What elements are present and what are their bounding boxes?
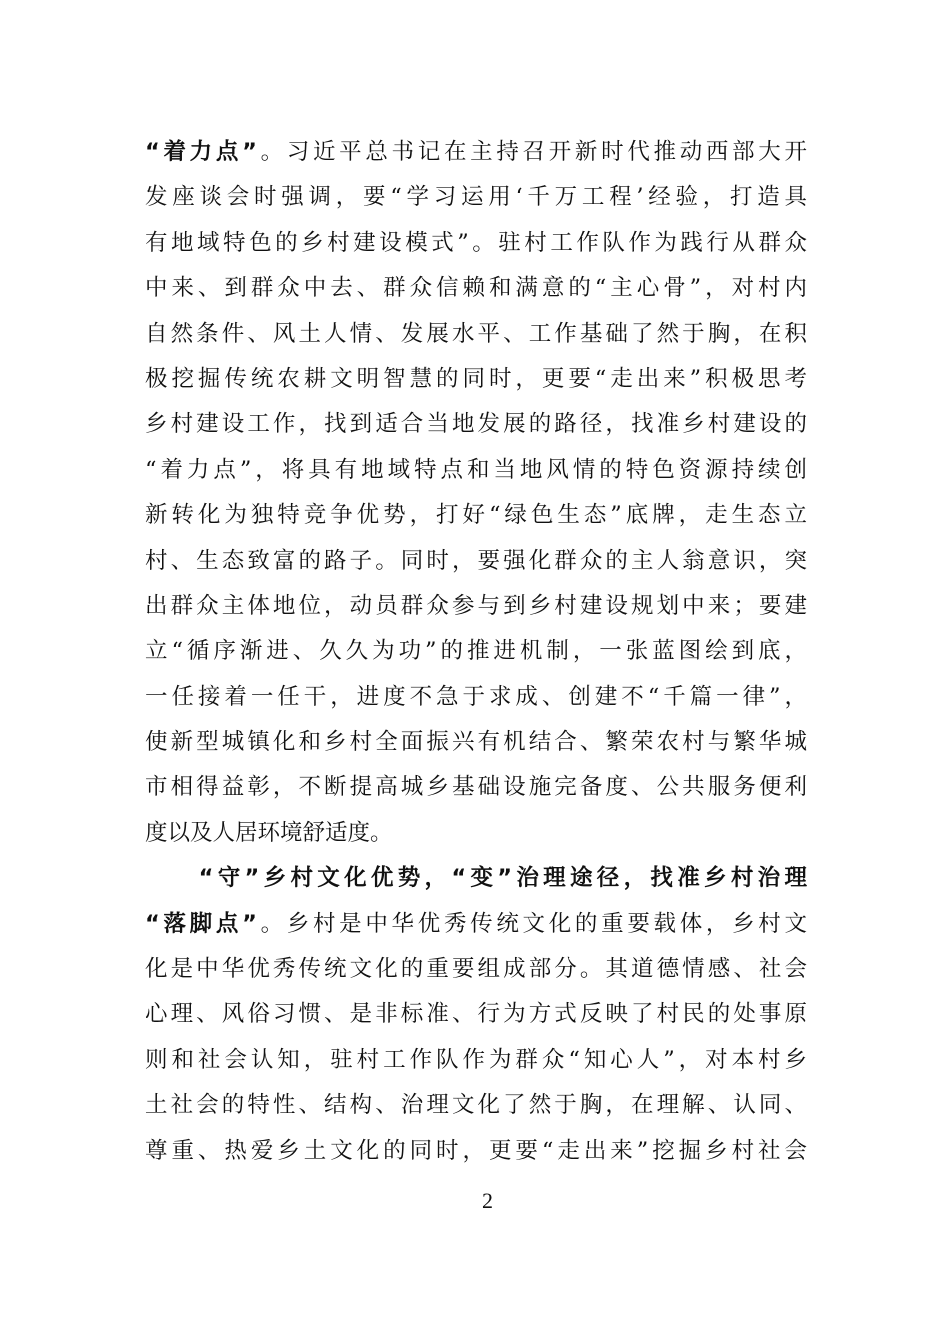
text-line bbox=[145, 811, 807, 856]
line-text: 有地域特色的乡村建设模式”。驻村工作队作为践行从群众 bbox=[145, 229, 807, 256]
text-line bbox=[145, 629, 807, 674]
line-text: 中来、到群众中去、群众信赖和满意的“主心骨”，对村内 bbox=[145, 275, 807, 302]
line-text: 新转化为独特竞争优势，打好“绿色生态”底牌，走生态立 bbox=[145, 502, 807, 529]
line-text: 使新型城镇化和乡村全面振兴有机结合、繁荣农村与繁华城 bbox=[145, 729, 807, 756]
text-line bbox=[145, 584, 807, 629]
line-text: 乡村建设工作，找到适合当地发展的路径，找准乡村建设的 bbox=[145, 411, 807, 438]
bold-lead-phrase: “落脚点” bbox=[145, 910, 257, 937]
text-line bbox=[145, 1083, 807, 1128]
text-line bbox=[145, 947, 807, 992]
line-text: 发座谈会时强调，要“学习运用‘千万工程’经验，打造具 bbox=[145, 184, 807, 211]
text-line bbox=[145, 1129, 807, 1174]
line-text: “着力点”，将具有地域特点和当地风情的特色资源持续创 bbox=[145, 456, 807, 483]
paragraph bbox=[145, 856, 807, 1174]
body-text bbox=[145, 130, 807, 1174]
line-text: 。乡村是中华优秀传统文化的重要载体，乡村文 bbox=[256, 910, 807, 937]
line-text: 立“循序渐进、久久为功”的推进机制，一张蓝图绘到底， bbox=[145, 638, 807, 665]
line-text: 极挖掘传统农耕文明智慧的同时，更要“走出来”积极思考 bbox=[145, 365, 807, 392]
text-line bbox=[145, 357, 807, 402]
line-text: 村、生态致富的路子。同时，要强化群众的主人翁意识，突 bbox=[145, 547, 807, 574]
text-line bbox=[145, 221, 807, 266]
text-line bbox=[145, 130, 807, 175]
line-text: 度以及人居环境舒适度。 bbox=[145, 819, 393, 846]
text-line bbox=[145, 493, 807, 538]
paragraph bbox=[145, 130, 807, 856]
page-number: 2 bbox=[482, 1188, 493, 1213]
text-line bbox=[145, 448, 807, 493]
bold-lead-phrase: “守”乡村文化优势，“变”治理途径，找准乡村治理 bbox=[145, 865, 807, 892]
text-line bbox=[145, 765, 807, 810]
line-text: 土社会的特性、结构、治理文化了然于胸，在理解、认同、 bbox=[145, 1092, 807, 1119]
text-line bbox=[145, 675, 807, 720]
text-line bbox=[145, 902, 807, 947]
line-text: 自然条件、风土人情、发展水平、工作基础了然于胸，在积 bbox=[145, 320, 807, 347]
text-line bbox=[145, 992, 807, 1037]
line-text: 。习近平总书记在主持召开新时代推动西部大开 bbox=[256, 139, 807, 165]
text-line bbox=[145, 175, 807, 220]
line-text: 则和社会认知，驻村工作队作为群众“知心人”，对本村乡 bbox=[145, 1046, 807, 1073]
text-line bbox=[145, 266, 807, 311]
bold-lead-phrase: “着力点” bbox=[145, 139, 257, 165]
line-text: 一任接着一任干，进度不急于求成、创建不“千篇一律”， bbox=[145, 683, 807, 710]
text-line bbox=[145, 402, 807, 447]
text-line bbox=[145, 539, 807, 584]
text-line bbox=[145, 720, 807, 765]
text-line bbox=[145, 856, 807, 901]
line-text: 心理、风俗习惯、是非标准、行为方式反映了村民的处事原 bbox=[145, 1001, 807, 1028]
line-text: 出群众主体地位，动员群众参与到乡村建设规划中来；要建 bbox=[145, 592, 807, 619]
line-text: 化是中华优秀传统文化的重要组成部分。其道德情感、社会 bbox=[145, 956, 807, 983]
text-line bbox=[145, 1038, 807, 1083]
line-text: 尊重、热爱乡土文化的同时，更要“走出来”挖掘乡村社会 bbox=[145, 1137, 807, 1164]
text-line bbox=[145, 312, 807, 357]
line-text: 市相得益彰，不断提高城乡基础设施完备度、公共服务便利 bbox=[145, 774, 807, 801]
